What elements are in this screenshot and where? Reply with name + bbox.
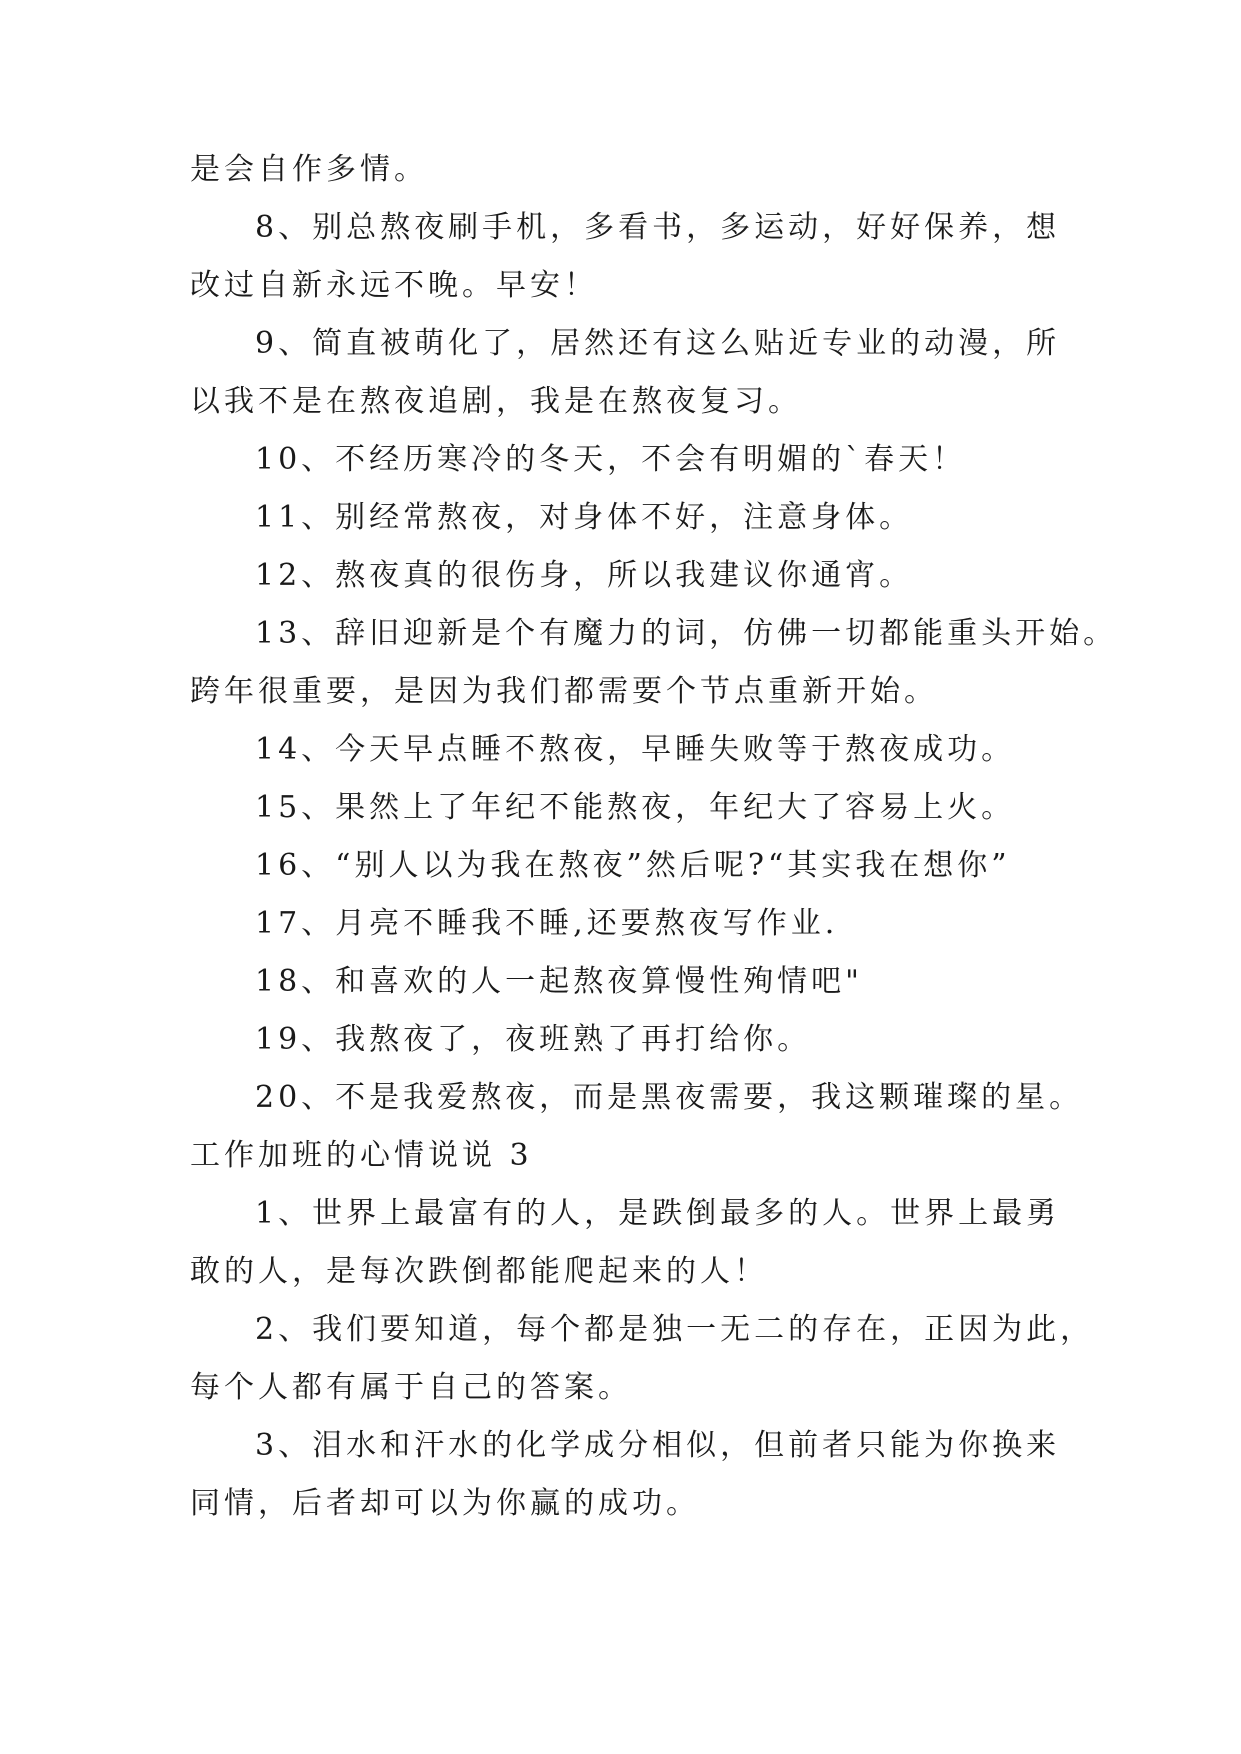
text-line: 3、泪水和汗水的化学成分相似，但前者只能为你换来 <box>255 1428 1061 1463</box>
text-line: 17、月亮不睡我不睡,还要熬夜写作业. <box>255 906 839 941</box>
text-line: 13、辞旧迎新是个有魔力的词，仿佛一切都能重头开始。 <box>255 616 1118 651</box>
text-line: 每个人都有属于自己的答案。 <box>190 1370 632 1405</box>
text-line: 9、简直被萌化了，居然还有这么贴近专业的动漫，所 <box>255 326 1061 361</box>
text-line: 是会自作多情。 <box>190 152 428 187</box>
text-line: 15、果然上了年纪不能熬夜，年纪大了容易上火。 <box>255 790 1016 825</box>
section-heading: 工作加班的心情说说 3 <box>190 1138 533 1173</box>
text-line: 2、我们要知道，每个都是独一无二的存在，正因为此， <box>255 1312 1095 1347</box>
text-line: 12、熬夜真的很伤身，所以我建议你通宵。 <box>255 558 914 593</box>
text-line: 以我不是在熬夜追剧，我是在熬夜复习。 <box>190 384 802 419</box>
text-line: 18、和喜欢的人一起熬夜算慢性殉情吧" <box>255 964 863 999</box>
text-line: 敢的人，是每次跌倒都能爬起来的人！ <box>190 1254 768 1289</box>
text-line: 跨年很重要，是因为我们都需要个节点重新开始。 <box>190 674 938 709</box>
text-line: 11、别经常熬夜，对身体不好，注意身体。 <box>255 500 914 535</box>
text-line: 1、世界上最富有的人，是跌倒最多的人。世界上最勇 <box>255 1196 1061 1231</box>
text-line: 8、别总熬夜刷手机，多看书，多运动，好好保养，想 <box>255 210 1061 245</box>
text-line: 14、今天早点睡不熬夜，早睡失败等于熬夜成功。 <box>255 732 1016 767</box>
text-line: 16、“别人以为我在熬夜”然后呢?“其实我在想你” <box>255 848 1011 883</box>
text-line: 同情，后者却可以为你赢的成功。 <box>190 1486 700 1521</box>
text-line: 20、不是我爱熬夜，而是黑夜需要，我这颗璀璨的星。 <box>255 1080 1084 1115</box>
text-line: 10、不经历寒冷的冬天，不会有明媚的`春天！ <box>255 442 967 477</box>
text-line: 19、我熬夜了，夜班熟了再打给你。 <box>255 1022 812 1057</box>
text-line: 改过自新永远不晚。早安！ <box>190 268 598 303</box>
